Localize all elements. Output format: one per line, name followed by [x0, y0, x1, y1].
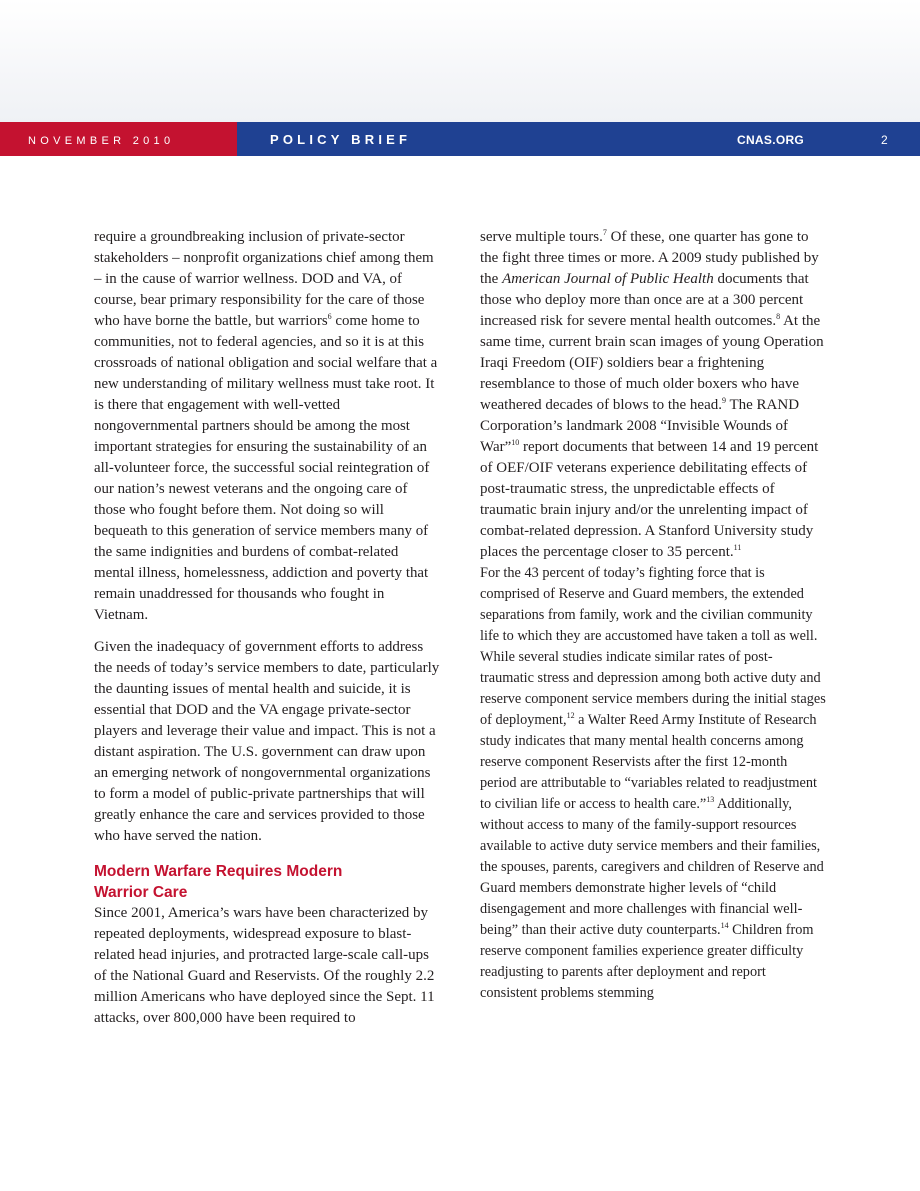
paragraph-left-2: Given the inadequacy of government efforts to address the needs of today’s service members to date, particularly the daunting issues of mental health and suicide, it is essential that DOD and the VA engage private-sector players and leverage their value and impact. This is not a distant aspiration. The U.S. government can draw upon an emerging network of nongovernmental organizations to form a model of public-private partnerships that will greatly enhance the care and services provided to those who have served the nation. — [94, 639, 440, 844]
header-title: POLICY BRIEF — [270, 132, 412, 147]
text-run: a Walter Reed Army Institute of Research study indicates that many mental health concerns among reserve component Reservists after the first 12-month period are attributable to “variables related to readjustment to civilian life or access to health care.” — [480, 712, 818, 812]
journal-title: American Journal of Public Health — [502, 271, 714, 287]
page-number: 2 — [881, 133, 888, 147]
footnote-ref-13[interactable]: 13 — [706, 795, 715, 804]
footnote-ref-8[interactable]: 8 — [776, 312, 781, 321]
footnote-ref-11[interactable]: 11 — [733, 543, 742, 552]
footnote-ref-6[interactable]: 6 — [327, 312, 332, 321]
text-run: The RAND Corporation’s landmark 2008 “Invisible Wounds of War” — [480, 397, 800, 455]
text-run: At the same time, current brain scan images of young Operation Iraqi Freedom (OIF) soldiers bear a frightening resemblance to those of much older boxers who have weathered decades of blows to the head. — [480, 313, 824, 413]
text-run: come home to communities, not to federal agencies, and so it is at this crossroads of national obligation and social welfare that a new understanding of military wellness must take root. It is there that engagement with well-vetted nongovernmental partners should be among the most important strategies for ensuring the sustainability of an all-volunteer force, the successful social reintegration of our nation’s newest veterans and the ongoing care of those who fought before them. Not doing so will bequeath to this generation of service members many of the same indignities and burdens of combat-related mental illness, homelessness, addiction and poverty that remain unaddressed for thousands who fought in Vietnam. — [94, 313, 438, 623]
footnote-ref-7[interactable]: 7 — [602, 228, 607, 237]
footnote-ref-14[interactable]: 14 — [720, 921, 729, 930]
page-header — [0, 122, 920, 156]
paragraph-left-3: Since 2001, America’s wars have been characterized by repeated deployments, widespread exposure to blast-related head injuries, and protracted large-scale call-ups of the National Guard and Reservists. Of the roughly 2.2 million Americans who have deployed since the Sept. 11 attacks, over 800,000 have been required to — [94, 905, 435, 1026]
footnote-ref-9[interactable]: 9 — [722, 396, 726, 405]
section-heading-line-1: Modern Warfare Requires Modern — [94, 863, 343, 880]
section-heading — [94, 861, 440, 903]
top-background — [0, 0, 920, 122]
header-date-band — [0, 122, 237, 156]
footnote-ref-10[interactable]: 10 — [511, 438, 520, 447]
header-date: NOVEMBER 2010 — [28, 135, 175, 147]
footnote-ref-12[interactable]: 12 — [566, 711, 575, 720]
paragraph-right-1 — [480, 227, 826, 563]
header-site-link[interactable]: CNAS.ORG — [737, 133, 805, 147]
left-column — [94, 227, 440, 1029]
text-run: require a groundbreaking inclusion of private-sector stakeholders – nonprofit organizations chief among them – in the cause of warrior wellness. DOD and VA, of course, bear primary responsibility for the care of those who have borne the battle, but warriors — [94, 229, 434, 329]
text-run: report documents that between 14 and 19 percent of OEF/OIF veterans experience debilitating effects of post-traumatic stress, the unpredictable effects of traumatic brain injury and/or the unrelenting impact of combat-related depression. A Stanford University study places the percentage closer to 35 percent. — [480, 439, 819, 560]
header-title-band — [237, 122, 920, 156]
text-run: Additionally, without access to many of the family-support resources available to active duty service members and their families, the spouses, parents, caregivers and children of Reserve and Guard members demonstrate higher levels of “child disengagement and more challenges with financial well-being” than their active duty counterparts. — [480, 796, 824, 938]
text-run: Children from reserve component families experience greater difficulty readjusting to parents after deployment and report consistent problems stemming — [480, 922, 814, 1001]
text-run: Of these, one quarter has gone to the fight three times or more. A 2009 study published by the — [480, 229, 819, 287]
text-run: For the 43 percent of today’s fighting force that is comprised of Reserve and Guard members, the extended separations from family, work and the civilian community life to which they are accustomed have taken a toll as well. While several studies indicate similar rates of post-traumatic stress and depression among both active duty and reserve component service members during the initial stages of deployment, — [480, 565, 826, 728]
section-heading-line-2: Warrior Care — [94, 884, 188, 901]
text-run: documents that those who deploy more than once are at a 300 percent increased risk for severe mental health outcomes. — [480, 271, 809, 329]
right-column — [480, 227, 826, 1004]
paragraph-left-1 — [94, 227, 440, 626]
paragraph-right-2 — [480, 563, 826, 1004]
text-run: serve multiple tours. — [480, 229, 603, 245]
